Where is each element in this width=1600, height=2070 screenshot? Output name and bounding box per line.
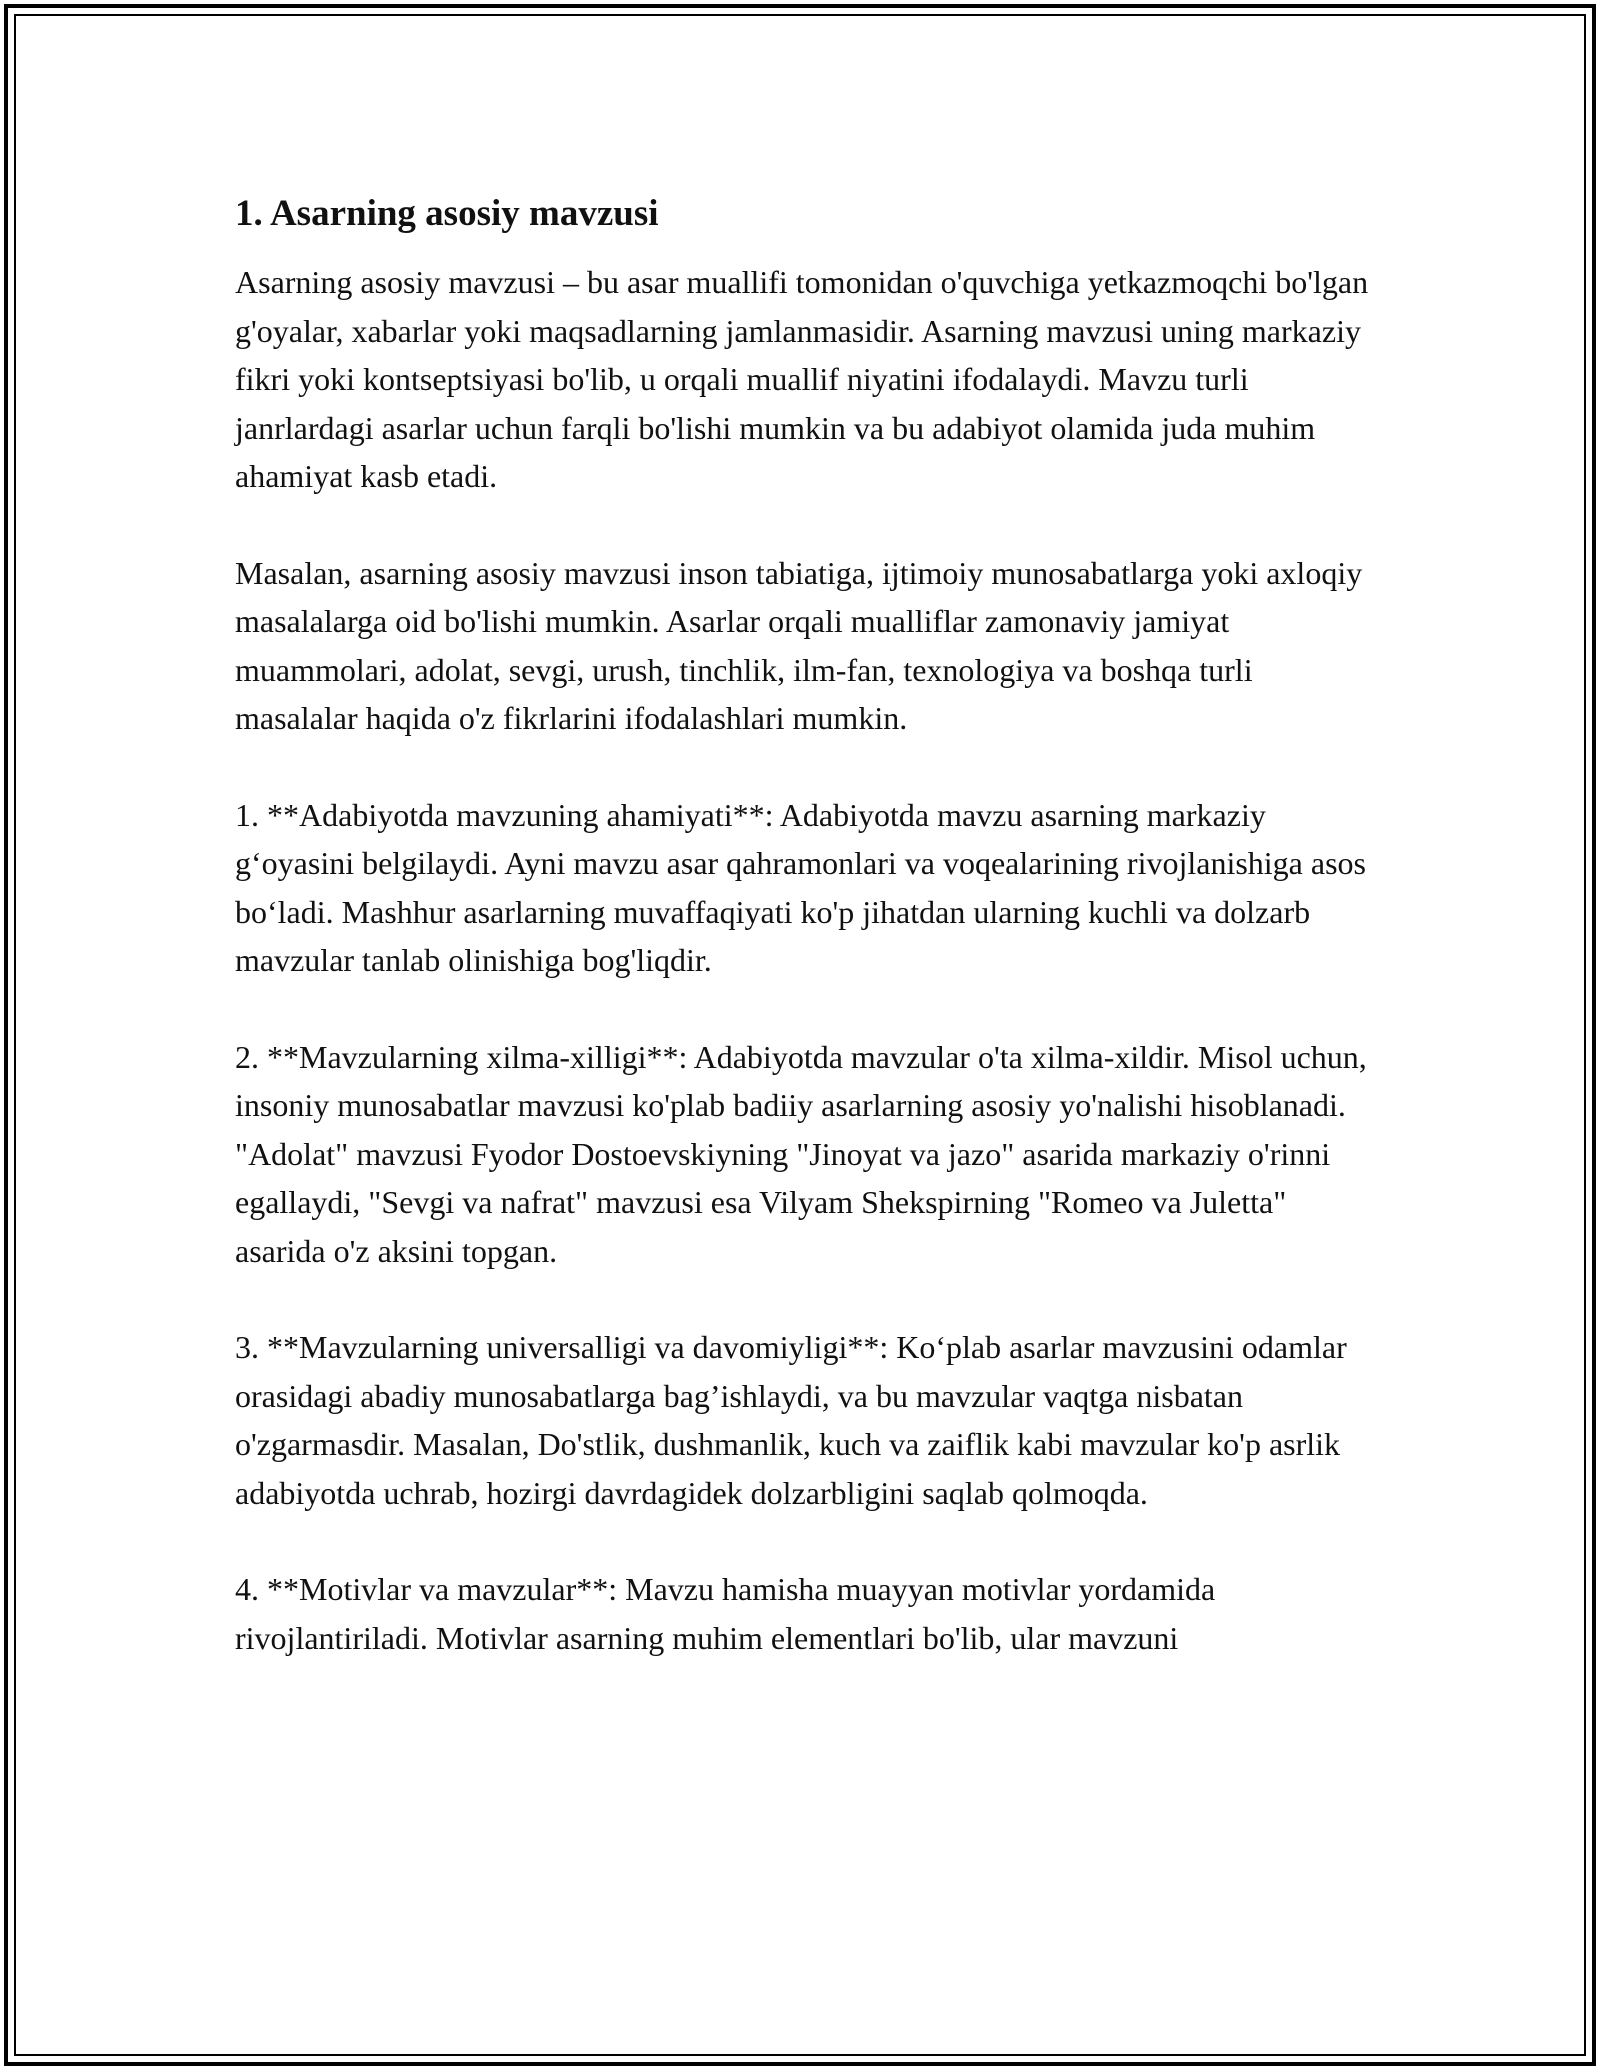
paragraph-point-3: 3. **Mavzularning universalligi va davomiyligi**: Ko‘plab asarlar mavzusini odamlar orasidagi abadiy munosabatlarga bag’ishlaydi, va bu mavzular vaqtga nisbatan o'zgarmasdir. Masalan, Do'stlik, dushmanlik, kuch va zaiflik kabi mavzular ko'p asrlik adabiyotda uchrab, hozirgi davrdagidek dolzarbligini saqlab qolmoqda. [235,1329,1347,1511]
paragraph-example: Masalan, asarning asosiy mavzusi inson tabiatiga, ijtimoiy munosabatlarga yoki axloqiy masalalarga oid bo'lishi mumkin. Asarlar orqali mualliflar zamonaviy jamiyat muammolari, adolat, sevgi, urush, tinchlik, ilm-fan, texnologiya va boshqa turli masalalar haqida o'z fikrlarini ifodalashlari mumkin. [235,554,1363,736]
paragraph-point-4: 4. **Motivlar va mavzular**: Mavzu hamisha muayyan motivlar yordamida rivojlantiriladi. Motivlar asarning muhim elementlari bo'lib, ular mavzuni [235,1571,1216,1656]
paragraph-point-1: 1. **Adabiyotda mavzuning ahamiyati**: Adabiyotda mavzu asarning markaziy g‘oyasini belgilaydi. Ayni mavzu asar qahramonlari va voqealarining rivojlanishiga asos bo‘ladi. Mashhur asarlarning muvaffaqiyati ko'p jihatdan ularning kuchli va dolzarb mavzular tanlab olinishiga bog'liqdir. [235,796,1366,978]
paragraph-intro: Asarning asosiy mavzusi – bu asar muallifi tomonidan o'quvchiga yetkazmoqchi bo'lgan g'oyalar, xabarlar yoki maqsadlarning jamlanmasidir. Asarning mavzusi uning markaziy fikri yoki kontseptsiyasi bo'lib, u orqali muallif niyatini ifodalaydi. Mavzu turli janrlardagi asarlar uchun farqli bo'lishi mumkin va bu adabiyot olamida juda muhim ahamiyat kasb etadi. [235,264,1369,494]
document-body [235,188,1375,1710]
paragraph-point-2: 2. **Mavzularning xilma-xilligi**: Adabiyotda mavzular o'ta xilma-xildir. Misol uchun, insoniy munosabatlar mavzusi ko'plab badiiy asarlarning asosiy yo'nalishi hisoblanadi. "Adolat" mavzusi Fyodor Dostoevskiyning "Jinoyat va jazo" asarida markaziy o'rinni egallaydi, "Sevgi va nafrat" mavzusi esa Vilyam Shekspirning "Romeo va Juletta" asarida o'z aksini topgan. [235,1038,1367,1269]
section-heading: 1. Asarning asosiy mavzusi [235,193,659,234]
